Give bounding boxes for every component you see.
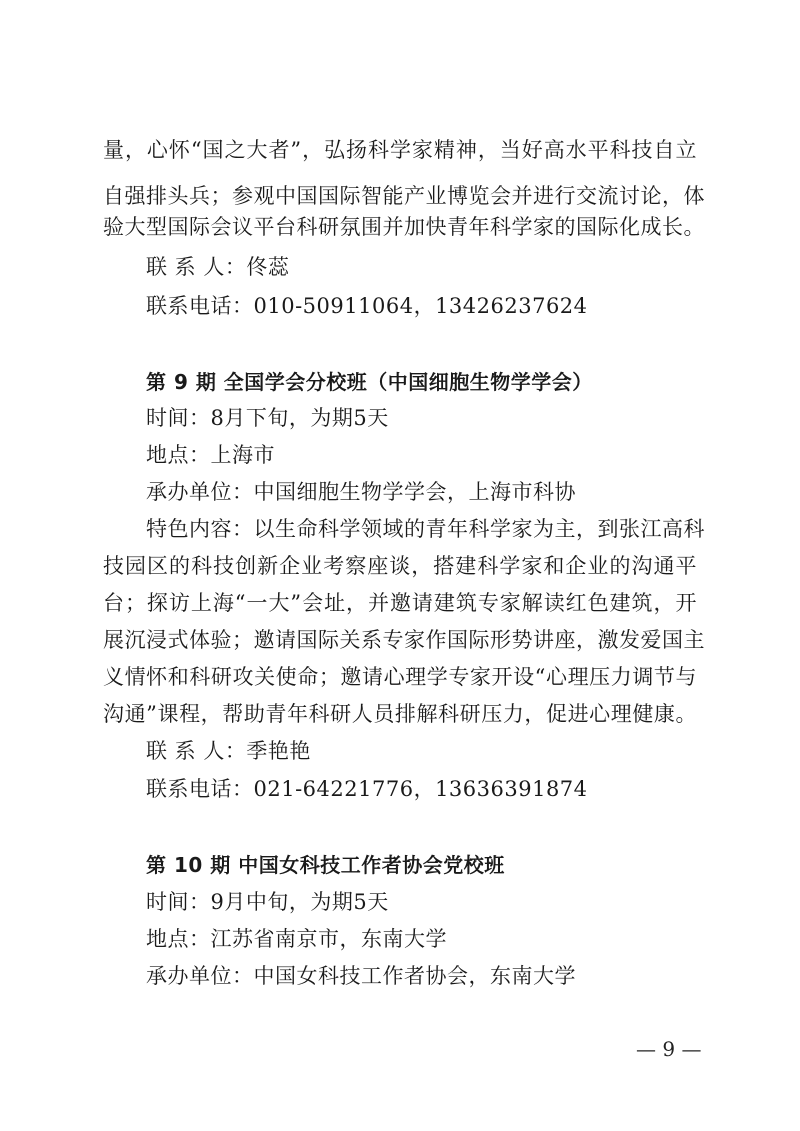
session9-organizer: 承办单位：中国细胞生物学学会，上海市科协: [146, 480, 576, 504]
intro-contact-person: 联 系 人：佟蕊: [146, 255, 290, 279]
session10-time: 时间：9月中旬，为期5天: [146, 890, 389, 914]
session9-contact-phone: 联系电话：021-64221776，13636391874: [146, 777, 588, 801]
session9-place: 地点：上海市: [146, 443, 275, 467]
session9-heading: 第 9 期 全国学会分校班（中国细胞生物学学会）: [146, 370, 593, 394]
page-number: — 9 —: [636, 1037, 702, 1061]
session9-time: 时间：8月下旬，为期5天: [146, 406, 389, 430]
session10-organizer: 承办单位：中国女科技工作者协会，东南大学: [146, 964, 576, 988]
intro-line-3: 验大型国际会议平台科研氛围并加快青年科学家的国际化成长。: [103, 215, 705, 239]
session9-features-line-6: 沟通”课程，帮助青年科研人员排解科研压力，促进心理健康。: [103, 702, 697, 726]
intro-line-2: 自强排头兵；参观中国国际智能产业博览会并进行交流讨论，体: [103, 184, 705, 208]
session9-features-line-1: 特色内容：以生命科学领域的青年科学家为主，到张江高科: [146, 517, 705, 541]
intro-line-1: 量，心怀“国之大者”，弘扬科学家精神，当好高水平科技自立: [103, 138, 697, 162]
session9-features-line-5: 义情怀和科研攻关使命；邀请心理学专家开设“心理压力调节与: [103, 665, 697, 689]
session9-features-line-2: 技园区的科技创新企业考察座谈，搭建科学家和企业的沟通平: [103, 554, 697, 578]
session10-heading: 第 10 期 中国女科技工作者协会党校班: [146, 853, 505, 877]
session9-features-line-4: 展沉浸式体验；邀请国际关系专家作国际形势讲座，激发爱国主: [103, 628, 705, 652]
intro-contact-phone: 联系电话：010-50911064，13426237624: [146, 294, 588, 318]
session9-features-line-3: 台；探访上海“一大”会址，并邀请建筑专家解读红色建筑，开: [103, 591, 697, 615]
session10-place: 地点：江苏省南京市，东南大学: [146, 927, 447, 951]
session9-contact-person: 联 系 人：季艳艳: [146, 739, 311, 763]
